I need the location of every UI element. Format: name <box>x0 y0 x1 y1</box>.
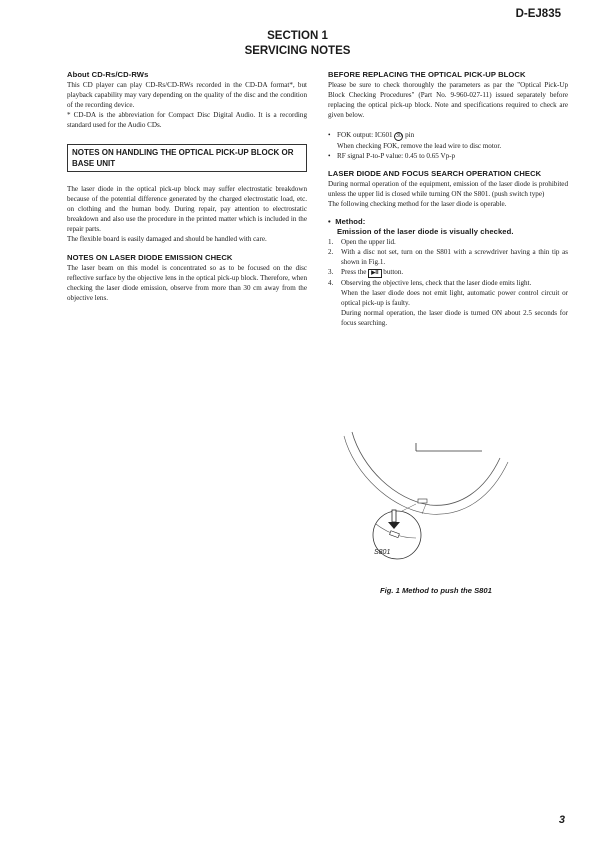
section-header <box>0 29 595 59</box>
left-column <box>67 70 307 303</box>
before-replacing-paragraph: Please be sure to check thoroughly the parameters as par the "Optical Pick-Up Block Checking Procedures" (Part No. 9-960-027-11) issued separately before replacing the optical pick-up block. Note and specifications required to check are given below. <box>328 81 568 119</box>
figure-caption: Fig. 1 Method to push the S801 <box>380 586 492 595</box>
step-item: 1. Open the upper lid. <box>328 238 396 246</box>
step-item: 4. Observing the objective lens, check that the laser diode emits light. When the laser diode does not emit light, automatic power control circuit or optical pick-up is faulty. During normal operation, the laser diode is turned ON about 2.5 seconds for focus searching. <box>328 279 568 327</box>
cdrw-paragraph: This CD player can play CD-Rs/CD-RWs recorded in the CD-DA format*, but playback capability may vary depending on the quality of the disc and the condition of the recording device. <box>67 81 307 109</box>
fig1-diagram <box>340 428 540 578</box>
focus-search-heading: LASER DIODE AND FOCUS SEARCH OPERATION CHECK <box>328 169 542 178</box>
s801-label: S801 <box>374 549 391 556</box>
cdrw-heading: About CD-Rs/CD-RWs <box>67 70 149 79</box>
spec-list <box>328 130 568 161</box>
disc-arc <box>352 432 500 505</box>
right-column <box>328 70 568 328</box>
screwdriver-icon <box>392 510 396 522</box>
page-number: 3 <box>558 814 565 826</box>
method-subheading: Emission of the laser diode is visually checked. <box>337 227 514 236</box>
pin-number-circle: 30 <box>396 133 402 139</box>
section-number: SECTION 1 <box>267 30 328 42</box>
play-pause-key: ▶II <box>368 269 381 278</box>
step-item: 2. With a disc not set, turn on the S801 with a screwdriver having a thin tip as shown in Fig.1. <box>328 248 568 266</box>
fok-output-item: • FOK output: IC601 30 pin When checking FOK, remove the lead wire to disc motor. <box>328 130 568 151</box>
s801-switch <box>418 499 427 503</box>
emission-check-heading: NOTES ON LASER DIODE EMISSION CHECK <box>67 253 233 262</box>
steps-list <box>328 237 568 267</box>
handling-notes-box: NOTES ON HANDLING THE OPTICAL PICK-UP BLOCK OR BASE UNIT <box>67 144 307 172</box>
method-heading: • Method: <box>328 217 366 226</box>
handling-paragraph: The laser diode in the optical pick-up block may suffer electrostatic breakdown because of the potential difference generated by the charged electrostatic load, etc. on clothing and the human body. During repair, pay attention to electrostatic breakdown and also use the procedure in the printed matter which is included in the repair parts. <box>67 185 307 233</box>
focus-search-method-intro: The following checking method for the laser diode is operable. <box>328 200 507 208</box>
before-replacing-heading: BEFORE REPLACING THE OPTICAL PICK-UP BLOCK <box>328 70 526 79</box>
model-number: D-EJ835 <box>515 8 561 20</box>
focus-search-paragraph: During normal operation of the equipment, emission of the laser diode is prohibited unless the upper lid is closed while turning ON the S801. (push switch type) <box>328 180 568 198</box>
emission-check-paragraph: The laser beam on this model is concentrated so as to be focused on the disc reflective surface by the objective lens in the optical pick-up block. Therefore, when checking the laser diode emission, observe from more than 30 cm away from the objective lens. <box>67 264 307 302</box>
flexible-board-note: The flexible board is easily damaged and should be handled with care. <box>67 235 267 243</box>
section-title: SERVICING NOTES <box>244 45 351 57</box>
rf-signal-item: • RF signal P-to-P value: 0.45 to 0.65 Vp-p <box>328 151 568 161</box>
steps-list-continued <box>328 267 568 328</box>
step-item: 3. Press the ▶II button. <box>328 268 404 276</box>
cdrw-footnote: * CD-DA is the abbreviation for Compact Disc Digital Audio. It is a recording standard used for the Audio CDs. <box>67 111 307 129</box>
fok-note: When checking FOK, remove the lead wire to disc motor. <box>337 142 502 150</box>
